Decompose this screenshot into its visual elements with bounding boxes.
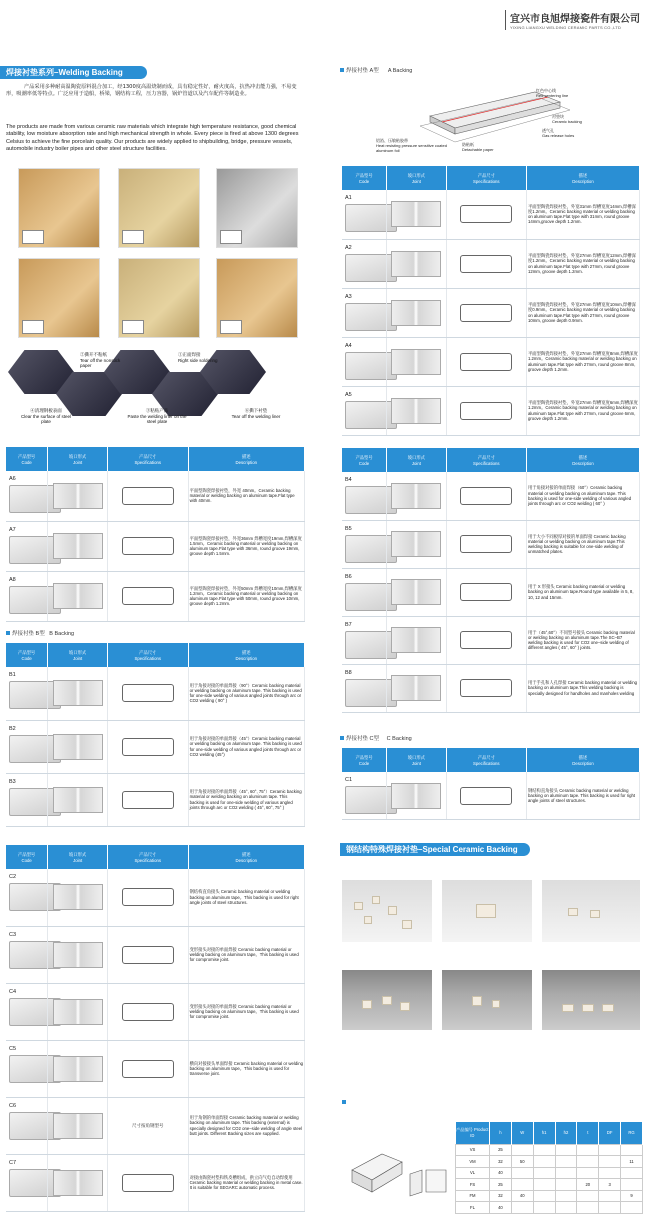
product-code: A7	[6, 521, 48, 571]
dim-cell: 50	[511, 1156, 533, 1168]
dim-row	[456, 1156, 643, 1168]
special-photo	[442, 880, 532, 942]
table-b-part2: 产品型号 Code 坡口形式 Joint 产品尺寸 Specifications 描述 Description B4 用于角接对接的单面焊接（60°）Ceramic backing material or welding backing on aluminum tape. This backing is used for one-side welding of various angled joints through arc or CO2 welding ( 60° ) B5 用于大小不同板厚对接的单面焊接 Ceramic backing material or welding backing on aluminum tape.This welding backing is suitable for one-side welding of unmatched plates. B6 用于 X 形接头 Ceramic backing material or welding backing on aluminum tape.Round type available in 5, 8, 10, 12 and 15mm. B7 用于（45°,60°）不同型号接头 Ceramic backing material or welding backing on aluminum tape.The SC–B7 welding backing is used for CO2 one–side welding of different angles ( 45°, 60° ) joints. B8 用于手孔和人孔焊接 Ceramic backing material or welding backing on aluminum tape.This welding backing is specially designed for handholes and manholes welding	[342, 448, 640, 713]
dim-cell	[533, 1156, 555, 1168]
product-photo	[18, 258, 100, 338]
joint-cell	[48, 471, 108, 521]
joint-illustration	[391, 201, 441, 227]
product-code: B4	[342, 472, 387, 520]
special-photo	[442, 970, 532, 1030]
section-label-b: 焊接衬垫 B型 B Backing	[6, 629, 74, 637]
product-code: C1	[342, 772, 387, 820]
dim-cell: FS	[456, 1179, 490, 1191]
product-code: A4	[342, 337, 387, 386]
table-c-part1: 产品型号 Code 坡口形式 Joint 产品尺寸 Specifications 描述 Description C1 钢结构直角接头 Ceramic backing material or welding backing on aluminum tape. This backing is used for right angle joints of steel structures.	[342, 748, 640, 820]
description: 用于大小不同板厚对接的单面焊接 Ceramic backing material or welding backing on aluminum tape.This welding backing is suitable for one-side welding of unmatched plates.	[526, 520, 639, 568]
table-row	[6, 471, 305, 521]
dim-cell: FL	[456, 1202, 490, 1214]
dim-cell: VS	[456, 1144, 490, 1156]
joint-cell	[48, 571, 108, 621]
joint-illustration	[391, 483, 441, 509]
joint-cell	[387, 239, 447, 288]
description: 钢结构直角接头 Ceramic backing material or welding backing on aluminum tape。This backing is used for right angle joints of steel structures.	[188, 869, 304, 926]
spec-cell	[107, 1040, 188, 1097]
joint-illustration	[53, 787, 103, 813]
special-banner: 钢结构特殊焊接衬垫–Special Ceramic Backing	[340, 843, 530, 856]
joint-cell	[387, 190, 447, 239]
spec-cell	[107, 1097, 188, 1154]
special-dimension-table	[455, 1122, 643, 1214]
section-label-a: 焊接衬垫 A型 A Backing	[340, 66, 412, 74]
table-row	[342, 772, 640, 820]
joint-illustration	[53, 942, 103, 968]
section-marker	[342, 1100, 346, 1104]
dimension-drawing	[460, 535, 512, 553]
table-row	[6, 667, 305, 720]
table-row	[6, 720, 305, 773]
table-row	[342, 520, 640, 568]
description: 变形接头对接的单面焊接 Ceramic backing material or welding backing on aluminum tape。This backing is used for compromise joint.	[188, 983, 304, 1040]
joint-illustration	[391, 300, 441, 326]
dim-cell	[621, 1144, 643, 1156]
intro-cn: 产品采用多种耐高温陶瓷原料混合加工，经1300度高温烧制而成，具有稳定性好，耐火度高，抗热冲击能力强，不易变形，吸潮率低等特点。广泛应用于造船，桥梁，钢结构工程，压力容器，锅炉管道以及汽车配件等制造业。	[6, 84, 297, 98]
dim-cell	[511, 1179, 533, 1191]
table-row	[6, 983, 305, 1040]
dim-cell	[599, 1167, 621, 1179]
product-photo	[216, 258, 298, 338]
joint-illustration	[391, 783, 441, 809]
joint-cell	[48, 667, 108, 720]
joint-illustration	[391, 675, 441, 701]
joint-cell	[387, 520, 447, 568]
intro-en: The products are made from various ceramic raw materials which integrate high temperature resistance, good chemical stability, low moisture absorption rate and high mechanical strength in whole. Every piece is fired at above 1300 degrees Celsius to achieve the fine porcelain quality. Our products are widely applied to shipbuilding, bridge, pressure vessels, automobile industry boiler pipes and other steel structure facilities.	[6, 124, 299, 153]
spec-cell	[446, 239, 526, 288]
product-code: B8	[342, 664, 387, 712]
table-row	[342, 288, 640, 337]
dim-cell	[599, 1190, 621, 1202]
product-photo	[118, 168, 200, 248]
dimension-drawing	[460, 787, 512, 805]
product-code: C3	[6, 926, 48, 983]
joint-cell	[48, 1154, 108, 1211]
table-row	[342, 472, 640, 520]
dim-cell: 20	[577, 1179, 599, 1191]
dim-cell	[533, 1190, 555, 1202]
dim-cell	[555, 1167, 577, 1179]
spec-cell	[107, 667, 188, 720]
dim-cell	[621, 1179, 643, 1191]
dim-col-header: DF	[599, 1122, 621, 1144]
joint-illustration	[53, 999, 103, 1025]
dim-cell	[511, 1167, 533, 1179]
joint-cell	[48, 869, 108, 926]
description: 用于角接对接的单面焊接（45°）Ceramic backing material or welding backing on aluminum tape. This backing is used for one-side welding of various angled joints through arc or CO2 welding (45°)	[188, 720, 304, 773]
company-header	[505, 10, 640, 30]
joint-cell	[48, 773, 108, 826]
joint-cell	[387, 337, 447, 386]
dimension-drawing	[122, 1003, 174, 1021]
step-label: ③粘贴产品 Paste the welding liner on the steel plate	[127, 408, 187, 424]
table-row	[6, 869, 305, 926]
product-code: C4	[6, 983, 48, 1040]
joint-illustration	[391, 398, 441, 424]
joint-illustration	[53, 734, 103, 760]
section-label-c: 焊接衬垫 C型 C Backing	[340, 734, 412, 742]
dim-cell	[533, 1144, 555, 1156]
product-code: C5	[6, 1040, 48, 1097]
dimension-drawing	[122, 537, 174, 555]
product-photo	[118, 258, 200, 338]
product-code: A5	[342, 386, 387, 435]
product-code: A2	[342, 239, 387, 288]
diagram-label-foil: 铝箔、压敏粘胶带 Heat resisting pressure sensitive coated aluminum foil	[376, 138, 447, 153]
dim-cell	[511, 1202, 533, 1214]
product-code: A8	[6, 571, 48, 621]
description: 用于（45°,60°）不同型号接头 Ceramic backing material or welding backing on aluminum tape.The SC–B7 welding backing is used for CO2 one–side welding of different angles ( 45°, 60° ) joints.	[526, 616, 639, 664]
joint-illustration	[391, 251, 441, 277]
dim-row	[456, 1167, 643, 1179]
description: 平面型陶瓷焊接衬垫，外宽36mm 焊槽宽度19mm,焊槽深度1.5mm。Ceramic backing material or welding backing on aluminum tape.Flat type with 36mm, round groove 19mm, groove depth 1.5mm.	[188, 521, 304, 571]
product-code: C7	[6, 1154, 48, 1211]
dim-cell	[621, 1202, 643, 1214]
dim-cell: 40	[490, 1202, 512, 1214]
table-row	[6, 1040, 305, 1097]
dim-cell	[555, 1190, 577, 1202]
description: 用于角接对接的单面焊接（45°, 60°, 75°）Ceramic backing material or welding backing on aluminum tape. This backing is used for one-side welding of various angled joints through arc or CO2 welding ( 45°, 60°, 75° )	[188, 773, 304, 826]
dim-cell	[533, 1179, 555, 1191]
special-backing-drawing	[342, 1140, 452, 1210]
dimension-drawing	[122, 487, 174, 505]
product-photo	[216, 168, 298, 248]
description: 钢结构直角接头 Ceramic backing material or welding backing on aluminum tape. This backing is used for right angle joints of steel structures.	[526, 772, 639, 820]
spec-text: 尺寸按角钢型号	[132, 1122, 164, 1128]
dimension-drawing	[460, 631, 512, 649]
joint-cell	[387, 386, 447, 435]
description: 用于角接对接的单面焊接（90°）Ceramic backing material or welding backing on aluminum tape. This backing is used for one-side welding of various angled joints through arc or CO2 welding ( 90° )	[188, 667, 304, 720]
table-row	[342, 616, 640, 664]
dim-col-header: W	[511, 1122, 533, 1144]
special-photo	[342, 970, 432, 1030]
dimension-drawing	[122, 738, 174, 756]
joint-cell	[48, 1040, 108, 1097]
step-label: ②撕开不粘纸 Tear off the nonstick paper	[80, 352, 121, 368]
joint-cell	[48, 720, 108, 773]
table-row	[6, 1154, 305, 1211]
diagram-label-red: 红色中心线 Red centering line	[536, 88, 569, 98]
spec-cell	[446, 520, 526, 568]
spec-cell	[107, 869, 188, 926]
product-code: B5	[342, 520, 387, 568]
joint-cell	[387, 472, 447, 520]
joint-cell	[48, 521, 108, 571]
dim-cell: 11	[621, 1156, 643, 1168]
description: 平面型陶瓷焊接衬垫，外宽31mm 焊槽宽度14mm,焊槽深度1.2mm。Ceramic backing material or welding backing on aluminum tape.Flat type with 31mm, round groove 14mm,groove depth 1.2mm.	[526, 190, 639, 239]
table-row	[6, 521, 305, 571]
dim-cell: 32	[490, 1156, 512, 1168]
table-row	[6, 1097, 305, 1154]
dim-cell: FM	[456, 1190, 490, 1202]
table-row	[342, 337, 640, 386]
table-row	[6, 926, 305, 983]
dim-cell	[555, 1156, 577, 1168]
dimension-drawing	[460, 487, 512, 505]
spec-cell	[107, 1154, 188, 1211]
diagram-label-detach: 防粘纸 Detachable paper	[462, 142, 494, 152]
dim-cell: VL	[456, 1167, 490, 1179]
dimension-drawing	[460, 353, 512, 371]
dim-col-header: 产品编号 Product ID	[456, 1122, 490, 1144]
dim-cell	[577, 1202, 599, 1214]
product-code: B6	[342, 568, 387, 616]
spec-cell	[446, 772, 526, 820]
description: 平面型陶瓷焊接衬垫，外宽 40mm。Ceramic backing material or welding backing on aluminum tape.Flat type with 40mm.	[188, 471, 304, 521]
joint-illustration	[53, 1170, 103, 1196]
dim-cell	[533, 1202, 555, 1214]
dimension-drawing	[460, 205, 512, 223]
joint-illustration	[53, 583, 103, 609]
dim-cell: 40	[490, 1167, 512, 1179]
dim-cell	[533, 1167, 555, 1179]
dim-col-header: t	[577, 1122, 599, 1144]
dim-cell: VM	[456, 1156, 490, 1168]
product-code: C6	[6, 1097, 48, 1154]
dim-cell: 40	[511, 1190, 533, 1202]
dim-cell	[555, 1144, 577, 1156]
dimension-drawing	[122, 587, 174, 605]
special-photo	[542, 970, 640, 1030]
dimension-drawing	[460, 583, 512, 601]
spec-cell	[446, 568, 526, 616]
company-name-cn: 宜兴市良旭焊接瓷件有限公司	[510, 14, 640, 25]
table-a-part1: 产品型号 Code 坡口形式 Joint 产品尺寸 Specifications 描述 Description A1 平面型陶瓷焊接衬垫，外宽31mm 焊槽宽度14mm,焊槽深度1.2mm。Ceramic backing material or welding backing on aluminum tape.Flat type with 31mm, round groove 14mm,groove depth 1.2mm. A2 平面型陶瓷焊接衬垫，外宽27mm 焊槽宽度12mm,焊槽深度1.2mm。Ceramic backing material or welding backing on aluminum tape.Flat type with 27mm, round groove 12mm, groove depth 1.2mm. A3 平面型陶瓷焊接衬垫，外宽27mm 焊槽宽度10mm,焊槽深度0.9mm。Ceramic backing material or welding backing on aluminum tape.Flat type with 27mm, round groove 10mm, groove depth 0.9mm. A4 平面型陶瓷焊接衬垫，外宽27mm 焊槽宽度8mm,焊槽深度1.2mm。Ceramic backing material or welding backing on aluminum tape.Flat type with 27mm, round groove 8mm, groove depth 1.2mm. A5 平面型陶瓷焊接衬垫，外宽27mm 焊槽宽度6mm,焊槽深度1.2mm。Ceramic backing material or welding backing on aluminum tape.Flat type with 27mm, round groove 6mm, groove depth 1.2mm.	[342, 166, 640, 436]
diagram-label-ceramic: 衬垫块 Ceramic backing	[552, 114, 582, 124]
dimension-drawing	[122, 791, 174, 809]
company-name-en: YIXING LIANGXU WELDING CERAMIC PARTS CO.,LTD	[510, 25, 622, 30]
dim-cell	[577, 1156, 599, 1168]
description: 平面型陶瓷焊接衬垫，外宽27mm 焊槽宽度8mm,焊槽深度1.2mm。Ceramic backing material or welding backing on aluminum tape.Flat type with 27mm, round groove 8mm, groove depth 1.2mm.	[526, 337, 639, 386]
step-label: ⑥撕下衬垫 Tear off the welding liner	[231, 408, 281, 419]
dim-col-header: h2	[555, 1122, 577, 1144]
product-photo	[18, 168, 100, 248]
table-row	[342, 386, 640, 435]
joint-cell	[387, 568, 447, 616]
dimension-drawing	[122, 1060, 174, 1078]
description: 对接由陶瓷衬垫和铁皮槽组成，供立向气电自动焊使用 Ceramic backing material or welding backing in metal case. It is suitable for SEGARC automatic process.	[188, 1154, 304, 1211]
dim-cell: 3	[599, 1179, 621, 1191]
joint-illustration	[391, 531, 441, 557]
table-row	[342, 568, 640, 616]
dim-cell: 32	[490, 1190, 512, 1202]
joint-cell	[48, 983, 108, 1040]
dimension-drawing	[122, 946, 174, 964]
dim-row	[456, 1179, 643, 1191]
special-photo	[342, 880, 432, 942]
table-row	[342, 190, 640, 239]
joint-cell	[387, 664, 447, 712]
joint-illustration	[53, 680, 103, 706]
dim-cell	[577, 1167, 599, 1179]
spec-cell	[446, 386, 526, 435]
dim-row	[456, 1144, 643, 1156]
joint-illustration	[53, 884, 103, 910]
spec-cell	[446, 288, 526, 337]
spec-cell	[107, 720, 188, 773]
section-banner: 焊接衬垫系列–Welding Backing	[0, 66, 147, 79]
description: 变形接头对接的单面焊接 Ceramic backing material or welding backing on aluminum tape。This backing is used for compromise joint.	[188, 926, 304, 983]
dim-row	[456, 1202, 643, 1214]
dim-cell	[599, 1144, 621, 1156]
dim-cell	[577, 1190, 599, 1202]
dim-cell: 25	[490, 1144, 512, 1156]
spec-cell	[107, 571, 188, 621]
dim-row	[456, 1190, 643, 1202]
joint-illustration	[391, 349, 441, 375]
description: 平面型陶瓷焊接衬垫，外宽27mm 焊槽宽度12mm,焊槽深度1.2mm。Ceramic backing material or welding backing on aluminum tape.Flat type with 27mm, round groove 12mm, groove depth 1.2mm.	[526, 239, 639, 288]
spec-cell	[446, 190, 526, 239]
table-b-part1: 产品型号 Code 坡口形式 Joint 产品尺寸 Specifications 描述 Description B1 用于角接对接的单面焊接（90°）Ceramic backing material or welding backing on aluminum tape. This backing is used for one-side welding of various angled joints through arc or CO2 welding ( 90° ) B2 用于角接对接的单面焊接（45°）Ceramic backing material or welding backing on aluminum tape. This backing is used for one-side welding of various angled joints through arc or CO2 welding (45°) B3 用于角接对接的单面焊接（45°, 60°, 75°）Ceramic backing material or welding backing on aluminum tape. This backing is used for one-side welding of various angled joints through arc or CO2 welding ( 45°, 60°, 75° )	[6, 643, 305, 827]
spec-cell	[107, 983, 188, 1040]
product-code: C2	[6, 869, 48, 926]
dimension-drawing	[122, 684, 174, 702]
table-row	[342, 664, 640, 712]
product-code: A1	[342, 190, 387, 239]
diagram-label-gas: 透气孔 Gas release holes	[542, 128, 575, 138]
dim-col-header: h1	[533, 1122, 555, 1144]
dimension-drawing	[460, 255, 512, 273]
description: 用于角钢的单面焊接 Ceramic backing material or welding backing on aluminum tape. This backing (external) is specially designed for CO2 one–side welding of angle steel butt joints. Different Backing sizes are supplied.	[188, 1097, 304, 1154]
col-desc: 描述 Description	[188, 447, 304, 471]
joint-illustration	[391, 579, 441, 605]
joint-cell	[387, 616, 447, 664]
dim-cell	[555, 1202, 577, 1214]
dim-cell	[621, 1167, 643, 1179]
description: 平面型陶瓷焊接衬垫，外宽50mm 焊槽宽度10mm,焊槽深度1.2mm。Ceramic backing material or welding backing on aluminum tape.Flat type with 50mm, round groove 10mm, groove depth 1.2mm.	[188, 571, 304, 621]
product-code: A3	[342, 288, 387, 337]
dim-cell: 9	[621, 1190, 643, 1202]
product-code: B7	[342, 616, 387, 664]
product-code: B2	[6, 720, 48, 773]
col-joint: 坡口形式 Joint	[48, 447, 108, 471]
dim-cell	[511, 1144, 533, 1156]
col-code: 产品型号 Code	[6, 447, 48, 471]
description: 平面型陶瓷焊接衬垫，外宽27mm 焊槽宽度6mm,焊槽深度1.2mm。Ceramic backing material or welding backing on aluminum tape.Flat type with 27mm, round groove 6mm, groove depth 1.2mm.	[526, 386, 639, 435]
special-photo	[542, 880, 640, 942]
joint-cell	[387, 288, 447, 337]
joint-illustration	[53, 483, 103, 509]
dimension-drawing	[122, 1174, 174, 1192]
dim-col-header: h	[490, 1122, 512, 1144]
description: 用于手孔和人孔焊接 Ceramic backing material or welding backing on aluminum tape.This welding backing is specially designed for handholes and manholes welding	[526, 664, 639, 712]
spec-cell	[446, 616, 526, 664]
col-spec: 产品尺寸 Specifications	[107, 447, 188, 471]
spec-cell	[446, 472, 526, 520]
spec-cell	[107, 926, 188, 983]
description: 用于角接对接的单面焊接（60°）Ceramic backing material or welding backing on aluminum tape. This backing is used for one-side welding of various angled joints through arc or CO2 welding ( 60° )	[526, 472, 639, 520]
table-row	[6, 773, 305, 826]
dimension-drawing	[460, 679, 512, 697]
joint-cell	[387, 772, 447, 820]
dimension-drawing	[460, 402, 512, 420]
joint-illustration	[53, 1056, 103, 1082]
spec-cell	[107, 521, 188, 571]
joint-cell	[48, 926, 108, 983]
table-row	[6, 571, 305, 621]
description: 横向对接接头单面焊接 Ceramic backing material or welding backing on aluminum tape。This backing is used for transverse joint.	[188, 1040, 304, 1097]
table-c-part2: 产品型号 Code 坡口形式 Joint 产品尺寸 Specifications 描述 Description C2 钢结构直角接头 Ceramic backing material or welding backing on aluminum tape。This backing is used for right angle joints of steel structures. C3 变形接头对接的单面焊接 Ceramic backing material or welding backing on aluminum tape。This backing is used for compromise joint. C4 变形接头对接的单面焊接 Ceramic backing material or welding backing on aluminum tape。This backing is used for compromise joint. C5 横向对接接头单面焊接 Ceramic backing material or welding backing on aluminum tape。This backing is used for transverse joint. C6 尺寸按角钢型号 用于角钢的单面焊接 Ceramic backing material or welding backing on aluminum tape. This backing (external) is specially designed for CO2 one–side welding of angle steel butt joints. Different Backing sizes are supplied. C7 对接由陶瓷衬垫和铁皮槽组成，供立向气电自动焊使用 Ceramic backing material or welding backing in metal case. It is suitable for SEGARC automatic process.	[6, 845, 305, 1212]
joint-illustration	[53, 533, 103, 559]
dimension-drawing	[122, 888, 174, 906]
table-a-part2	[6, 447, 305, 622]
spec-cell	[446, 337, 526, 386]
spec-cell	[446, 664, 526, 712]
table-row	[342, 239, 640, 288]
step-label: ④清理钢板表面 Clear the surface of steel plate	[20, 408, 72, 424]
spec-cell	[107, 471, 188, 521]
description: 用于 X 形接头 Ceramic backing material or welding backing on aluminum tape.Round type available in 5, 8, 10, 12 and 15mm.	[526, 568, 639, 616]
dim-cell	[555, 1179, 577, 1191]
dim-cell: 25	[490, 1179, 512, 1191]
joint-illustration	[391, 627, 441, 653]
product-code: B1	[6, 667, 48, 720]
joint-illustration	[53, 1113, 103, 1139]
spec-cell	[107, 773, 188, 826]
dimension-drawing	[460, 304, 512, 322]
product-code: A6	[6, 471, 48, 521]
dim-col-header: RG	[621, 1122, 643, 1144]
joint-cell	[48, 1097, 108, 1154]
product-code: B3	[6, 773, 48, 826]
description: 平面型陶瓷焊接衬垫，外宽27mm 焊槽宽度10mm,焊槽深度0.9mm。Ceramic backing material or welding backing on aluminum tape.Flat type with 27mm, round groove 10mm, groove depth 0.9mm.	[526, 288, 639, 337]
dim-cell	[577, 1144, 599, 1156]
step-label: ①正面焊接 Right side soldering	[178, 352, 218, 363]
dim-cell	[599, 1202, 621, 1214]
dim-cell	[599, 1156, 621, 1168]
